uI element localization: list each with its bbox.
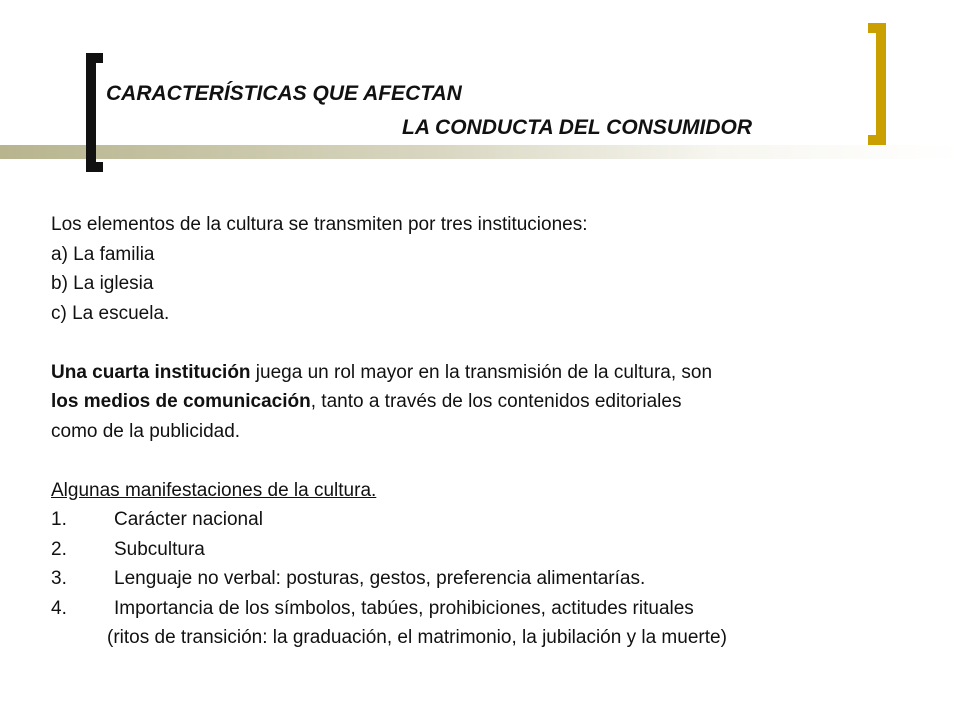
manifestation-text: Carácter nacional (114, 509, 263, 530)
paragraph-bold-2: los medios de comunicación (51, 391, 311, 412)
intro-text: Los elementos de la cultura se transmiten por tres instituciones: (51, 214, 588, 235)
manifestation-text: Subcultura (114, 538, 205, 560)
manifestation-number: 3. (51, 568, 67, 589)
manifestation-item (51, 564, 951, 594)
paragraph-bold-1: Una cuarta institución (51, 361, 251, 383)
institution-item: b) La iglesia (51, 273, 154, 294)
manifestation-item (51, 535, 951, 565)
slide-title-line1: CARACTERÍSTICAS QUE AFECTAN (106, 82, 462, 105)
manifestation-text: Lenguaje no verbal: posturas, gestos, preferencia alimentarías. (114, 568, 646, 589)
manifestation-number: 1. (51, 509, 67, 530)
institution-item: c) La escuela. (51, 302, 170, 324)
paragraph-line-2 (51, 387, 951, 417)
right-bracket-decoration (868, 23, 886, 145)
slide-body (51, 210, 951, 653)
manifestation-item (51, 505, 951, 535)
paragraph-line-3: como de la publicidad. (51, 420, 241, 442)
manifestation-note: (ritos de transición: la graduación, el matrimonio, la jubilación y la muerte) (107, 627, 727, 648)
institution-item: a) La familia (51, 243, 155, 265)
slide-title-line2: LA CONDUCTA DEL CONSUMIDOR (402, 116, 752, 139)
paragraph-text-2: , tanto a través de los contenidos editoriales (310, 391, 682, 412)
manifestation-number: 4. (51, 597, 67, 619)
manifestations-heading: Algunas manifestaciones de la cultura. (51, 479, 377, 501)
manifestation-text: Importancia de los símbolos, tabúes, prohibiciones, actitudes rituales (114, 597, 694, 619)
manifestation-item (51, 594, 951, 624)
left-bracket-decoration (86, 53, 103, 172)
title-gradient-bar (0, 145, 960, 159)
manifestation-number: 2. (51, 538, 67, 560)
paragraph-text-1: juega un rol mayor en la transmisión de la cultura, son (250, 361, 713, 383)
paragraph-line-1 (51, 358, 951, 388)
